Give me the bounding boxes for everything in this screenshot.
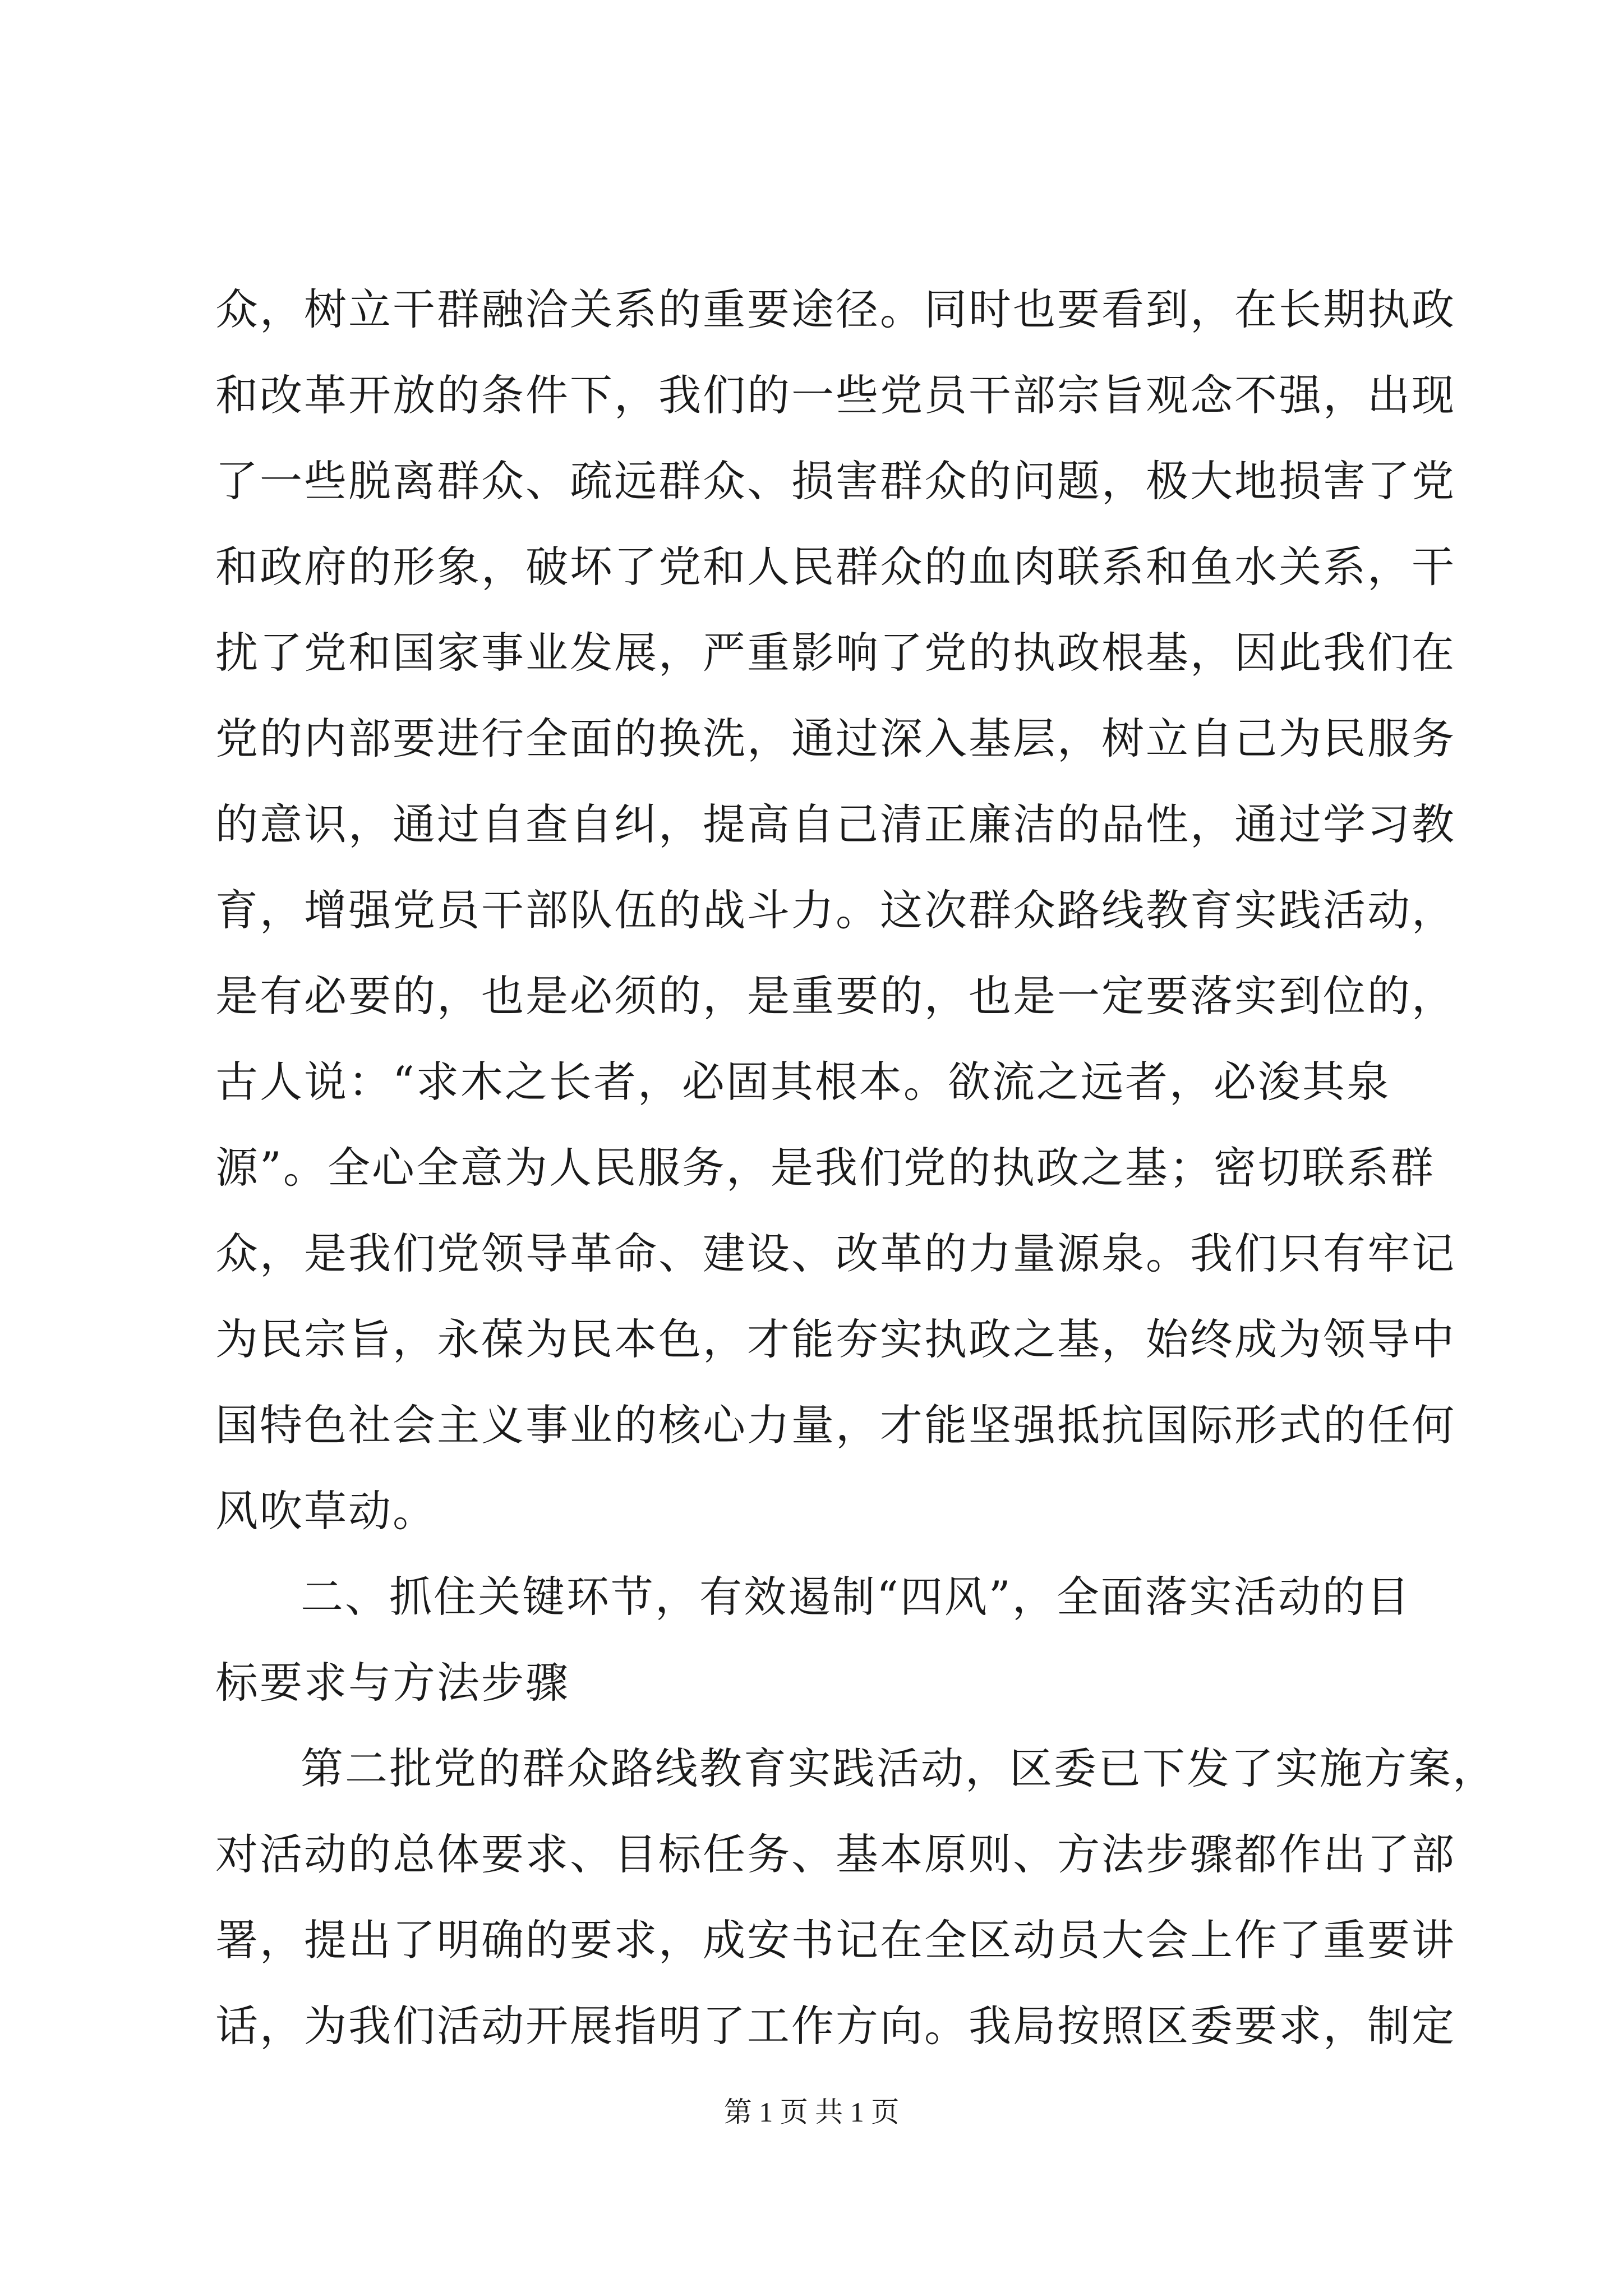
text-line: 第二批党的群众路线教育实践活动，区委已下发了实施方案， — [301, 1743, 1497, 1793]
section-heading-line: 二、抓住关键环节，有效遏制“四风”，全面落实活动的目 — [301, 1572, 1411, 1622]
text-line: 是有必要的，也是必须的，是重要的，也是一定要落实到位的， — [215, 971, 1456, 1021]
text-line: 和改革开放的条件下，我们的一些党员干部宗旨观念不强，出现 — [215, 370, 1456, 420]
text-line: 众，树立干群融洽关系的重要途径。同时也要看到，在长期执政 — [215, 284, 1456, 334]
text-line: 和政府的形象，破坏了党和人民群众的血肉联系和鱼水关系，干 — [215, 542, 1456, 592]
text-line: 源”。全心全意为人民服务，是我们党的执政之基；密切联系群 — [215, 1143, 1435, 1193]
text-line: 风吹草动。 — [215, 1486, 437, 1536]
section-heading-line: 标要求与方法步骤 — [215, 1658, 570, 1708]
text-line: 党的内部要进行全面的换洗，通过深入基层，树立自己为民服务 — [215, 714, 1456, 763]
text-line: 扰了党和国家事业发展，严重影响了党的执政根基，因此我们在 — [215, 628, 1456, 678]
page-number-footer: 第 1 页 共 1 页 — [723, 2096, 900, 2128]
text-line: 众，是我们党领导革命、建设、改革的力量源泉。我们只有牢记 — [215, 1228, 1456, 1278]
text-line: 古人说：“求木之长者，必固其根本。欲流之远者，必浚其泉 — [215, 1057, 1391, 1107]
text-line: 为民宗旨，永葆为民本色，才能夯实执政之基，始终成为领导中 — [215, 1314, 1456, 1364]
text-line: 对活动的总体要求、目标任务、基本原则、方法步骤都作出了部 — [215, 1829, 1456, 1879]
text-line: 了一些脱离群众、疏远群众、损害群众的问题，极大地损害了党 — [215, 456, 1456, 506]
body-text — [215, 266, 1497, 2069]
text-line: 话，为我们活动开展指明了工作方向。我局按照区委要求，制定 — [215, 2001, 1456, 2051]
text-line: 署，提出了明确的要求，成安书记在全区动员大会上作了重要讲 — [215, 1915, 1456, 1965]
text-line: 的意识，通过自查自纠，提高自己清正廉洁的品性，通过学习教 — [215, 799, 1456, 849]
text-line: 国特色社会主义事业的核心力量，才能坚强抵抗国际形式的任何 — [215, 1400, 1456, 1450]
text-line: 育，增强党员干部队伍的战斗力。这次群众路线教育实践活动， — [215, 885, 1456, 935]
